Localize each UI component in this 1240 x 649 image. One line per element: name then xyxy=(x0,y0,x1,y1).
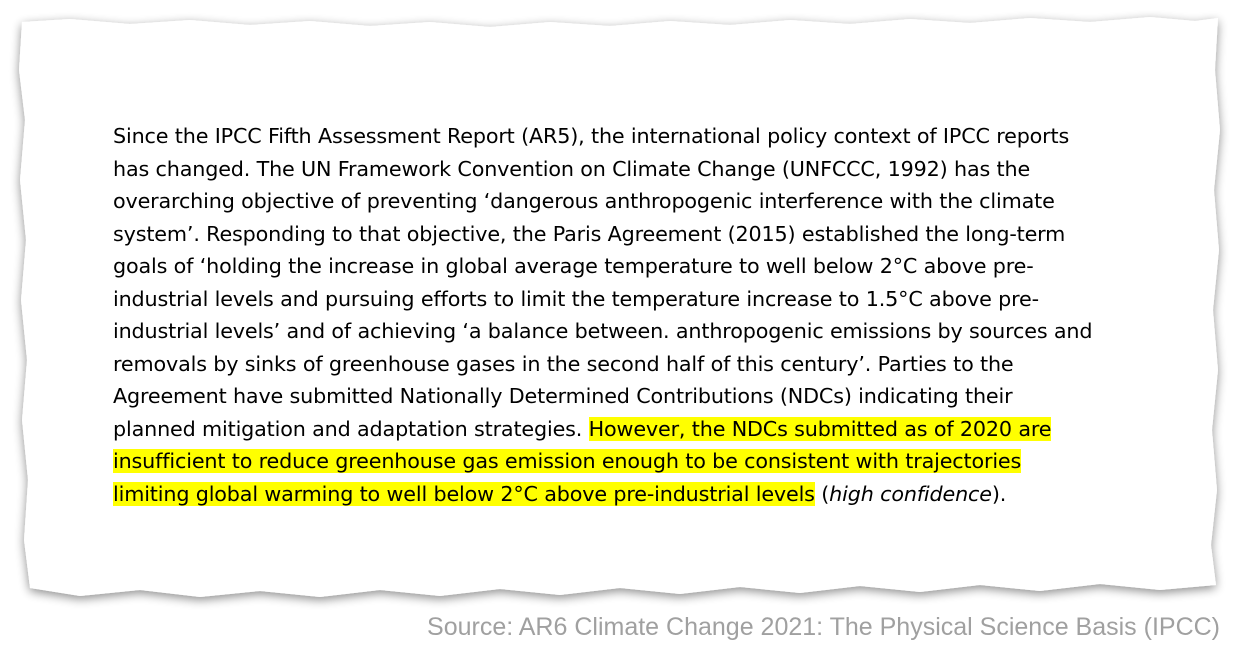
highlighted-text: insufficient to reduce greenhouse gas emission enough to be consistent with trajectories xyxy=(113,449,1022,473)
text-line: system’. Responding to that objective, the Paris Agreement (2015) established the long-term xyxy=(113,221,1066,246)
text-line-mixed xyxy=(113,413,1183,446)
highlighted-text: However, the NDCs submitted as of 2020 are xyxy=(588,416,1052,441)
italic-text: high confidence xyxy=(829,481,992,506)
text-line: goals of ‘holding the increase in global average temperature to well below 2°C above pre- xyxy=(113,254,1034,278)
text-line: has changed. The UN Framework Convention on Climate Change (UNFCCC, 1992) has the xyxy=(113,156,1031,181)
text-line-mixed xyxy=(113,478,1183,511)
text-line-highlighted xyxy=(113,445,1183,478)
text-line: industrial levels’ and of achieving ‘a balance between. anthropogenic emissions by sources and xyxy=(113,319,1093,343)
document-paragraph xyxy=(113,120,1183,510)
text-line: removals by sinks of greenhouse gases in the second half of this century’. Parties to the xyxy=(113,351,1014,376)
plain-text: planned mitigation and adaptation strategies. xyxy=(113,416,589,441)
plain-text: ). xyxy=(991,481,1007,506)
text-line: industrial levels and pursuing efforts to limit the temperature increase to 1.5°C above pre- xyxy=(113,286,1039,311)
highlighted-text: limiting global warming to well below 2°C above pre-industrial levels xyxy=(113,481,815,506)
text-line: Agreement have submitted Nationally Determined Contributions (NDCs) indicating their xyxy=(113,384,1013,408)
plain-text: ( xyxy=(814,481,830,506)
text-line: Since the IPCC Fifth Assessment Report (AR5), the international policy context of IPCC reports xyxy=(113,124,1070,148)
text-line: overarching objective of preventing ‘dangerous anthropogenic interference with the climate xyxy=(113,189,1055,213)
source-caption: Source: AR6 Climate Change 2021: The Physical Science Basis (IPCC) xyxy=(427,613,1220,641)
